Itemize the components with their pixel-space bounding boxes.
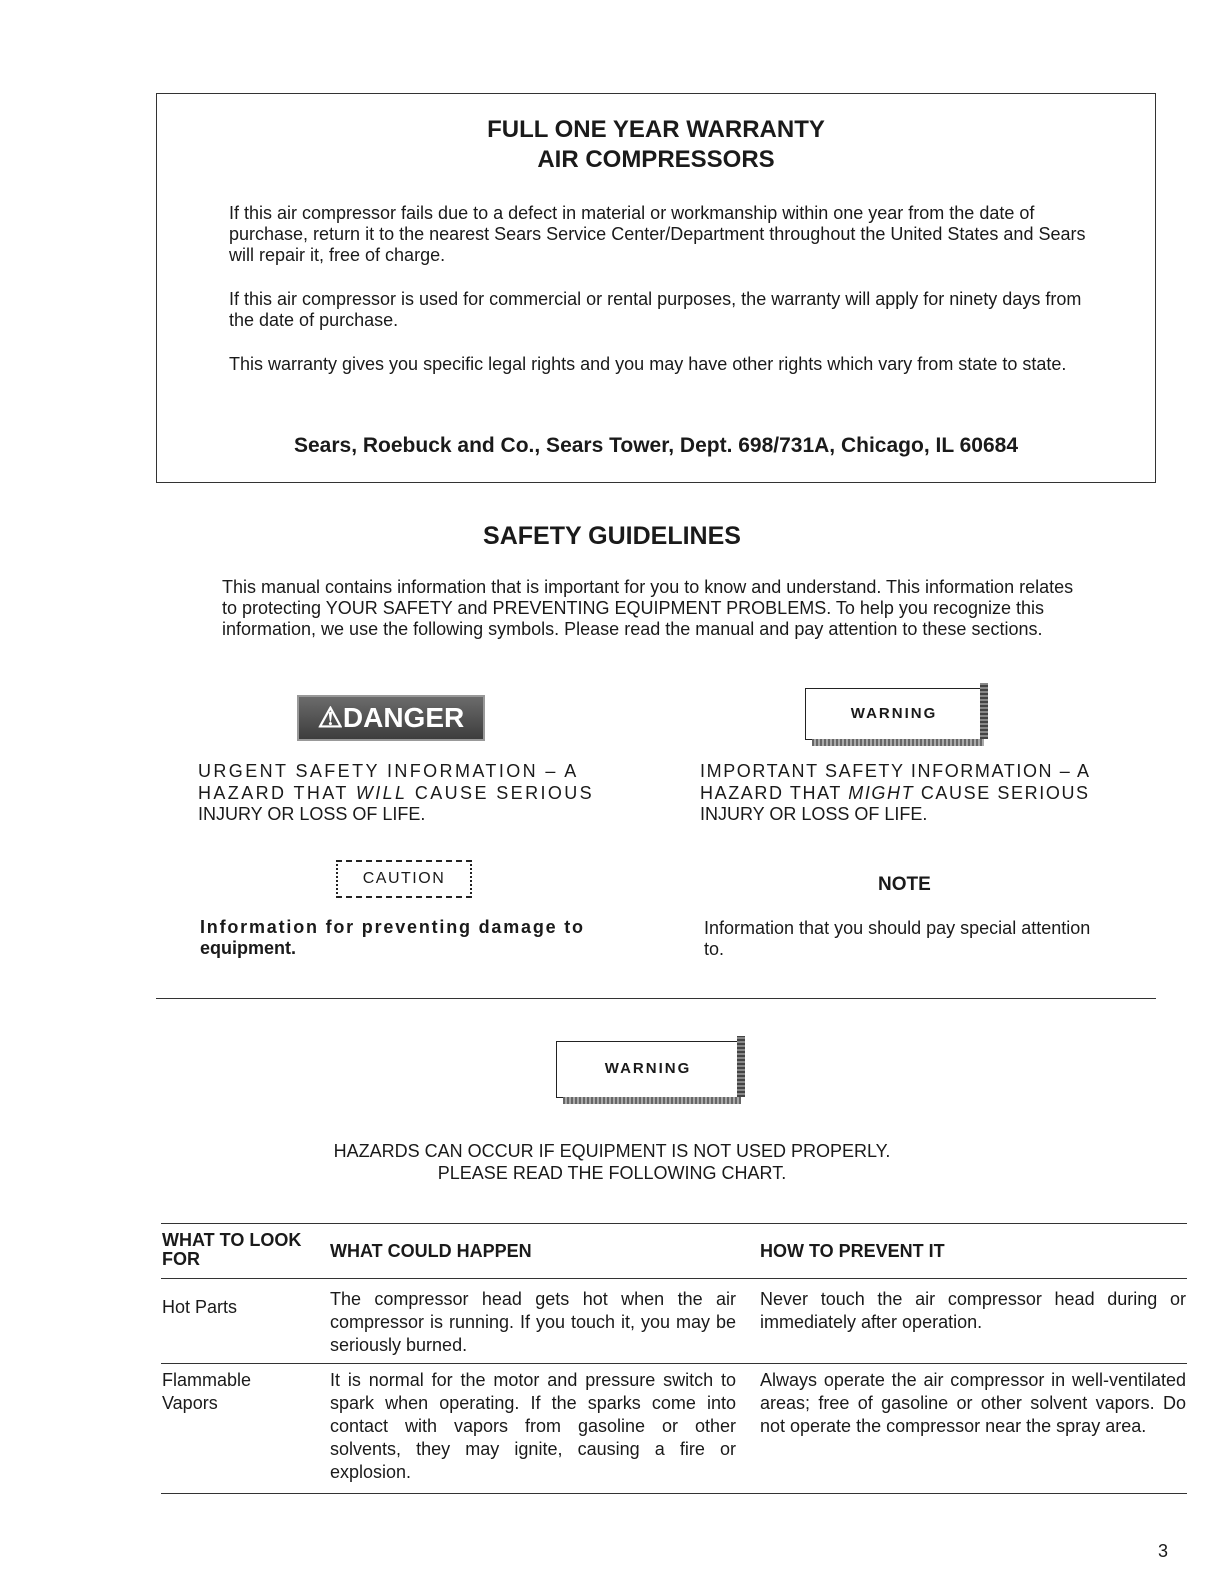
hazards-warning-label: WARNING — [604, 1060, 692, 1077]
warranty-subtitle: AIR COMPRESSORS — [537, 146, 775, 173]
caution-badge — [336, 860, 472, 898]
note-label: NOTE — [878, 874, 931, 895]
safety-intro: This manual contains information that is important for you to know and understand. This information relates to protecting YOUR SAFETY and PREVENTING EQUIPMENT PROBLEMS. To help you recognize this information, we use the following symbols. Please read the manual and pay attention to these sections. — [222, 577, 1074, 639]
caution-text-line2: equipment. — [200, 938, 297, 958]
warning-text-emphasis: MIGHT — [848, 783, 915, 803]
hazards-line-2: PLEASE READ THE FOLLOWING CHART. — [437, 1163, 787, 1183]
warranty-paragraph-1: If this air compressor fails due to a defect in material or workmanship within one year from the date of purchase, return it to the nearest Sears Service Center/Department throughout the United States and Sears will repair it, free of charge. — [229, 203, 1086, 265]
header-what-could-happen: WHAT COULD HAPPEN — [330, 1241, 532, 1261]
warning-text-line3: INJURY OR LOSS OF LIFE. — [700, 804, 928, 824]
caution-text: Information for preventing damage to — [200, 917, 585, 937]
page-number: 3 — [1158, 1541, 1169, 1561]
warning-badge — [805, 688, 983, 740]
danger-text-emphasis: WILL — [355, 783, 408, 803]
hazards-banner — [0, 1140, 1224, 1184]
danger-text-line3: INJURY OR LOSS OF LIFE. — [198, 804, 426, 824]
danger-text-pre: URGENT SAFETY INFORMATION – A HAZARD THAT — [198, 761, 578, 803]
warning-label: WARNING — [850, 705, 938, 722]
section-divider — [156, 998, 1156, 999]
row-1-look-for: Hot Parts — [162, 1297, 238, 1317]
warning-triangle-icon: ⚠ — [317, 702, 343, 733]
warning-description — [700, 760, 1120, 825]
header-what-to-look-for: WHAT TO LOOK FOR — [162, 1230, 302, 1269]
row-2-how-to-prevent: Always operate the air compressor in well-ventilated areas; free of gasoline or other solvent vapors. Do not operate the compressor near the spray area. — [760, 1370, 1186, 1436]
header-how-to-prevent-it: HOW TO PREVENT IT — [760, 1241, 945, 1261]
warranty-title: FULL ONE YEAR WARRANTY — [487, 116, 825, 143]
row-1-what-could-happen: The compressor head gets hot when the air compressor is running. If you touch it, you may be seriously burned. — [330, 1289, 736, 1355]
warning-text-pre: IMPORTANT SAFETY INFORMATION – A HAZARD THAT — [700, 761, 1090, 803]
row-2-look-for: Flammable Vapors — [162, 1370, 252, 1413]
danger-label: DANGER — [342, 702, 465, 733]
safety-guidelines-title: SAFETY GUIDELINES — [483, 522, 741, 550]
warning-text-post: CAUSE SERIOUS — [914, 783, 1090, 803]
row-rule — [161, 1363, 1187, 1364]
table-bottom-rule — [161, 1493, 1187, 1494]
caution-label: CAUTION — [362, 870, 446, 887]
note-description: Information that you should pay special attention to. — [704, 918, 1091, 959]
danger-text-post: CAUSE SERIOUS — [407, 783, 595, 803]
row-2-what-could-happen: It is normal for the motor and pressure switch to spark when operating. If the sparks come into contact with vapors from gasoline or other solvents, they may ignite, causing a fire or explosion. — [330, 1370, 736, 1482]
warranty-paragraph-3: This warranty gives you specific legal rights and you may have other rights which vary from state to state. — [229, 354, 1067, 374]
sears-address: Sears, Roebuck and Co., Sears Tower, Dept. 698/731A, Chicago, IL 60684 — [293, 434, 1019, 457]
warranty-box — [156, 93, 1156, 483]
danger-description — [198, 760, 618, 825]
hazards-line-1: HAZARDS CAN OCCUR IF EQUIPMENT IS NOT USED PROPERLY. — [333, 1141, 891, 1161]
caution-description — [200, 916, 620, 959]
row-1-how-to-prevent: Never touch the air compressor head during or immediately after operation. — [760, 1289, 1186, 1332]
header-rule — [161, 1278, 1187, 1279]
hazards-warning-badge — [556, 1041, 740, 1098]
warranty-paragraph-2: If this air compressor is used for commercial or rental purposes, the warranty will apply for ninety days from the date of purchase. — [229, 289, 1082, 330]
danger-badge — [297, 695, 485, 741]
table-top-rule — [161, 1223, 1187, 1224]
